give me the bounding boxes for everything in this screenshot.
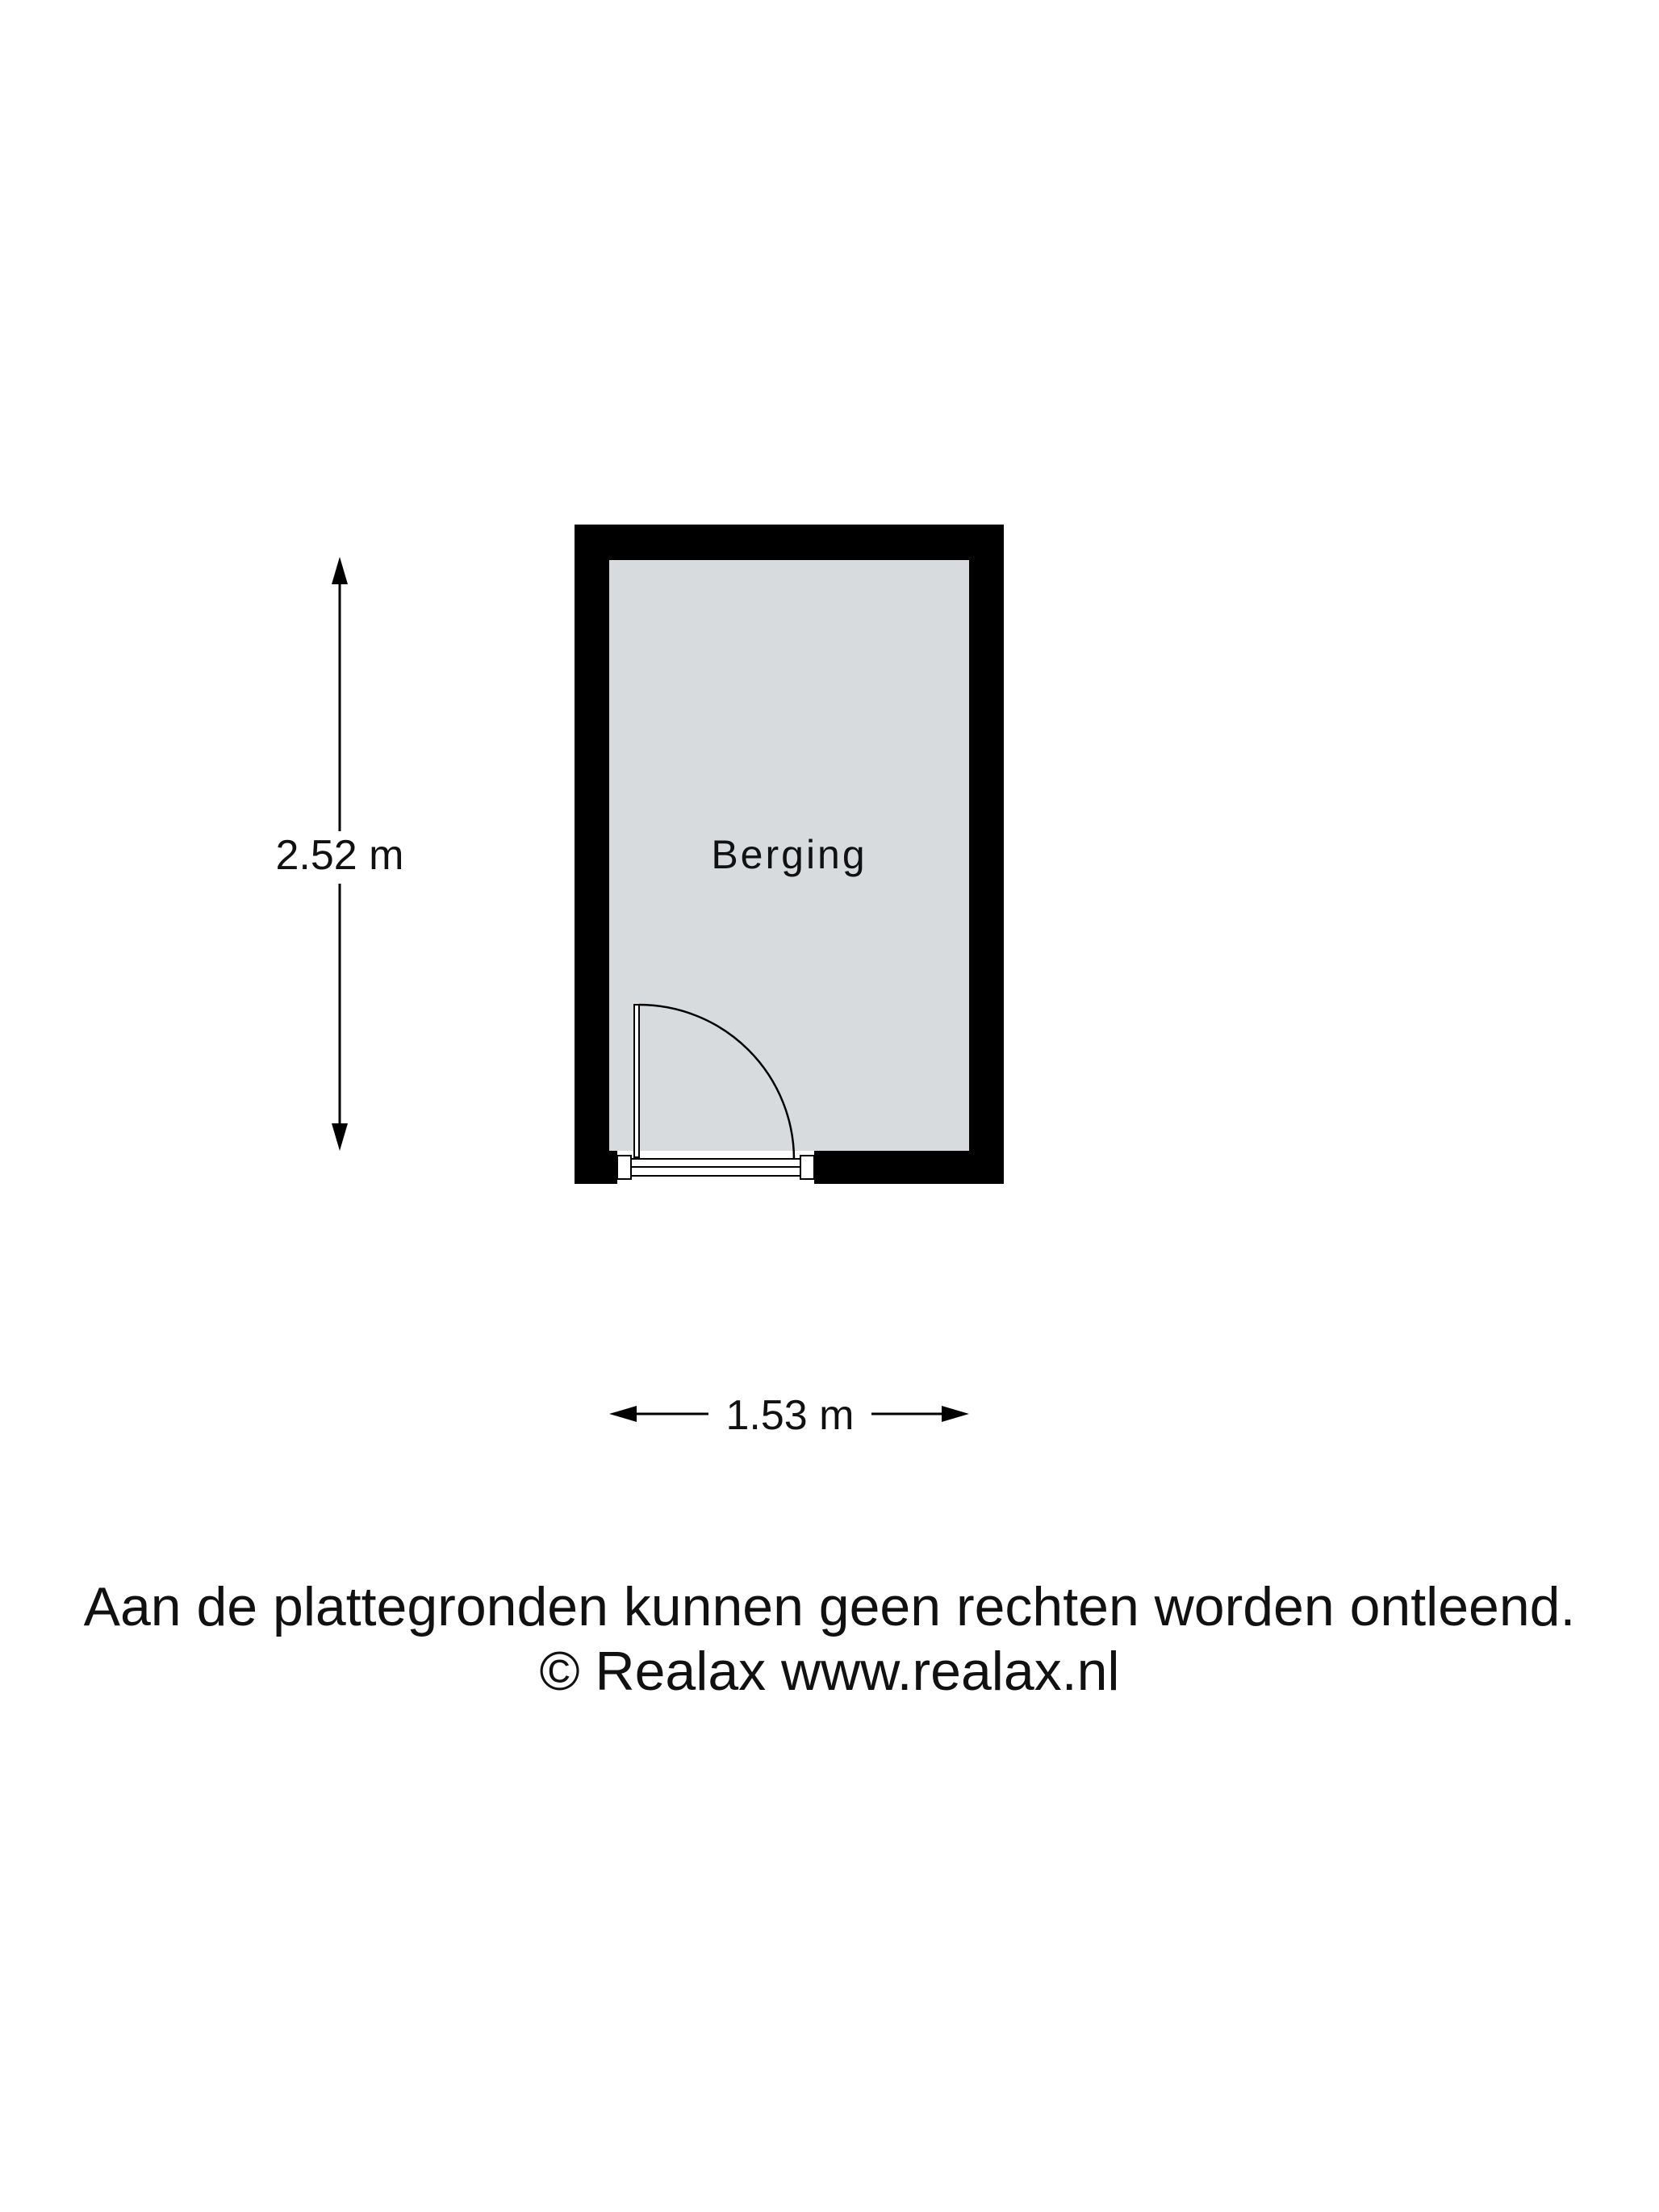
- wall-bottom-right: [814, 1151, 1004, 1184]
- arrow-right-icon: [942, 1406, 969, 1422]
- arrow-up-icon: [332, 557, 348, 584]
- width-label: 1.53 m: [725, 1392, 855, 1439]
- wall-top: [575, 525, 1004, 560]
- door-leaf: [634, 1005, 639, 1157]
- height-label: 2.52 m: [275, 832, 404, 879]
- door-threshold: [617, 1151, 814, 1184]
- wall-bottom-left: [575, 1151, 617, 1184]
- wall-right: [969, 525, 1004, 1184]
- width-dimension: [609, 1392, 969, 1439]
- arrow-left-icon: [609, 1406, 637, 1422]
- wall-left: [575, 525, 609, 1184]
- copyright-text: © Realax www.realax.nl: [539, 1641, 1120, 1702]
- arrow-down-icon: [332, 1123, 348, 1151]
- disclaimer-text: Aan de plattegronden kunnen geen rechten worden ontleend.: [83, 1576, 1576, 1637]
- height-dimension: [276, 557, 404, 1151]
- room-label: Berging: [711, 832, 867, 877]
